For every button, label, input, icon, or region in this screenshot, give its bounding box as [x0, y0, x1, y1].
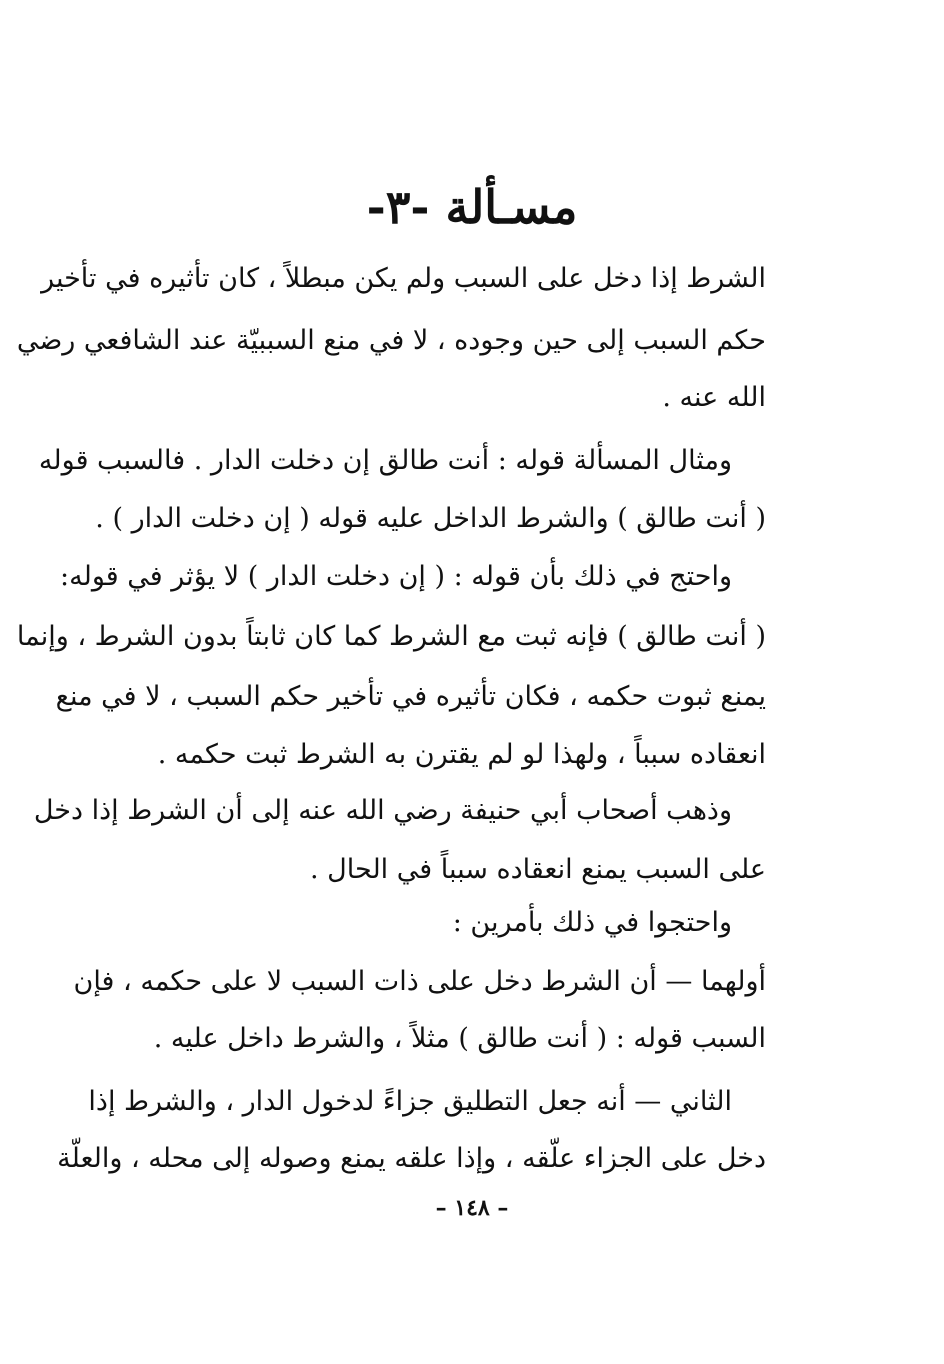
page-number: – ١٤٨ –: [435, 1195, 509, 1221]
text-line: أولهما — أن الشرط دخل على ذات السبب لا على حكمه ، فإن: [73, 966, 766, 997]
text-line: واحتجوا في ذلك بأمرين :: [452, 907, 732, 938]
text-line: حكم السبب إلى حين وجوده ، لا في منع السببيّة عند الشافعي رضي: [16, 325, 766, 356]
text-line: على السبب يمنع انعقاده سبباً في الحال .: [310, 854, 766, 885]
text-line: ومثال المسألة قوله : أنت طالق إن دخلت الدار . فالسبب قوله: [38, 445, 732, 476]
section-heading: مسـألة -٣-: [366, 180, 578, 234]
text-line: الثاني — أنه جعل التطليق جزاءً لدخول الدار ، والشرط إذا: [88, 1086, 732, 1117]
text-line: ( أنت طالق ) والشرط الداخل عليه قوله ( إن دخلت الدار ) .: [95, 503, 766, 534]
text-line: ( أنت طالق ) فإنه ثبت مع الشرط كما كان ثابتاً بدون الشرط ، وإنما: [16, 621, 766, 652]
text-line: انعقاده سبباً ، ولهذا لو لم يقترن به الشرط ثبت حكمه .: [157, 739, 766, 770]
text-line: واحتج في ذلك بأن قوله : ( إن دخلت الدار ) لا يؤثر في قوله:: [60, 561, 732, 592]
text-line: يمنع ثبوت حكمه ، فكان تأثيره في تأخير حكم السبب ، لا في منع: [55, 681, 766, 712]
text-line: وذهب أصحاب أبي حنيفة رضي الله عنه إلى أن الشرط إذا دخل: [33, 795, 732, 826]
text-line: السبب قوله : ( أنت طالق ) مثلاً ، والشرط داخل عليه .: [153, 1023, 766, 1054]
text-line: دخل على الجزاء علّقه ، وإذا علقه يمنع وصوله إلى محله ، والعلّة: [57, 1143, 766, 1174]
text-line: الشرط إذا دخل على السبب ولم يكن مبطلاً ، كان تأثيره في تأخير: [41, 263, 766, 294]
text-line: الله عنه .: [662, 382, 766, 413]
